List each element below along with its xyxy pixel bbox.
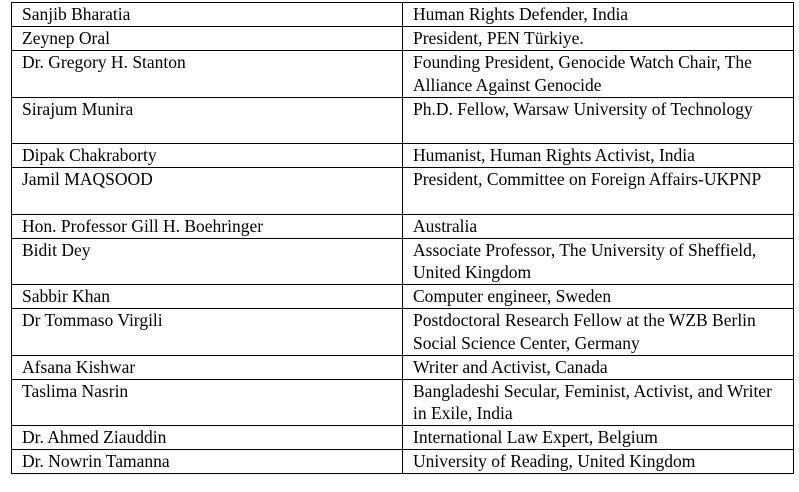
table-row bbox=[12, 355, 794, 379]
signatory-role: Human Rights Defender, India bbox=[403, 3, 794, 27]
signatory-role: Writer and Activist, Canada bbox=[403, 355, 794, 379]
signatory-role: Postdoctoral Research Fellow at the WZB Berlin Social Science Center, Germany bbox=[403, 309, 794, 356]
signatory-name: Sirajum Munira bbox=[12, 97, 403, 144]
signatory-name: Taslima Nasrin bbox=[12, 379, 403, 426]
signatory-name: Dr Tommaso Virgili bbox=[12, 309, 403, 356]
signatory-name: Dr. Ahmed Ziauddin bbox=[12, 426, 403, 450]
signatory-role: President, Committee on Foreign Affairs-UKPNP bbox=[403, 168, 794, 215]
signatory-name: Jamil MAQSOOD bbox=[12, 168, 403, 215]
signatory-role: Humanist, Human Rights Activist, India bbox=[403, 144, 794, 168]
signatory-role: University of Reading, United Kingdom bbox=[403, 450, 794, 474]
signatory-name: Dr. Nowrin Tamanna bbox=[12, 450, 403, 474]
signatory-role: Australia bbox=[403, 214, 794, 238]
signatory-name: Dr. Gregory H. Stanton bbox=[12, 51, 403, 98]
table-row bbox=[12, 238, 794, 285]
table-row bbox=[12, 168, 794, 215]
table-row bbox=[12, 214, 794, 238]
signatory-role: President, PEN Türkiye. bbox=[403, 27, 794, 51]
table-row bbox=[12, 27, 794, 51]
table-row bbox=[12, 426, 794, 450]
table-row bbox=[12, 97, 794, 144]
signatories-table bbox=[11, 2, 794, 474]
signatory-name: Dipak Chakraborty bbox=[12, 144, 403, 168]
signatory-name: Sabbir Khan bbox=[12, 285, 403, 309]
table-row bbox=[12, 450, 794, 474]
signatory-role: Bangladeshi Secular, Feminist, Activist, and Writer in Exile, India bbox=[403, 379, 794, 426]
signatory-name: Bidit Dey bbox=[12, 238, 403, 285]
table-row bbox=[12, 379, 794, 426]
signatory-name: Sanjib Bharatia bbox=[12, 3, 403, 27]
table-row bbox=[12, 3, 794, 27]
signatory-role: Ph.D. Fellow, Warsaw University of Technology bbox=[403, 97, 794, 144]
signatory-name: Hon. Professor Gill H. Boehringer bbox=[12, 214, 403, 238]
table-row bbox=[12, 144, 794, 168]
table-row bbox=[12, 51, 794, 98]
signatory-role: Computer engineer, Sweden bbox=[403, 285, 794, 309]
signatory-role: International Law Expert, Belgium bbox=[403, 426, 794, 450]
signatory-role: Associate Professor, The University of Sheffield, United Kingdom bbox=[403, 238, 794, 285]
signatory-name: Afsana Kishwar bbox=[12, 355, 403, 379]
signatory-name: Zeynep Oral bbox=[12, 27, 403, 51]
signatories-document bbox=[11, 2, 793, 474]
signatory-role: Founding President, Genocide Watch Chair, The Alliance Against Genocide bbox=[403, 51, 794, 98]
table-row bbox=[12, 309, 794, 356]
table-row bbox=[12, 285, 794, 309]
